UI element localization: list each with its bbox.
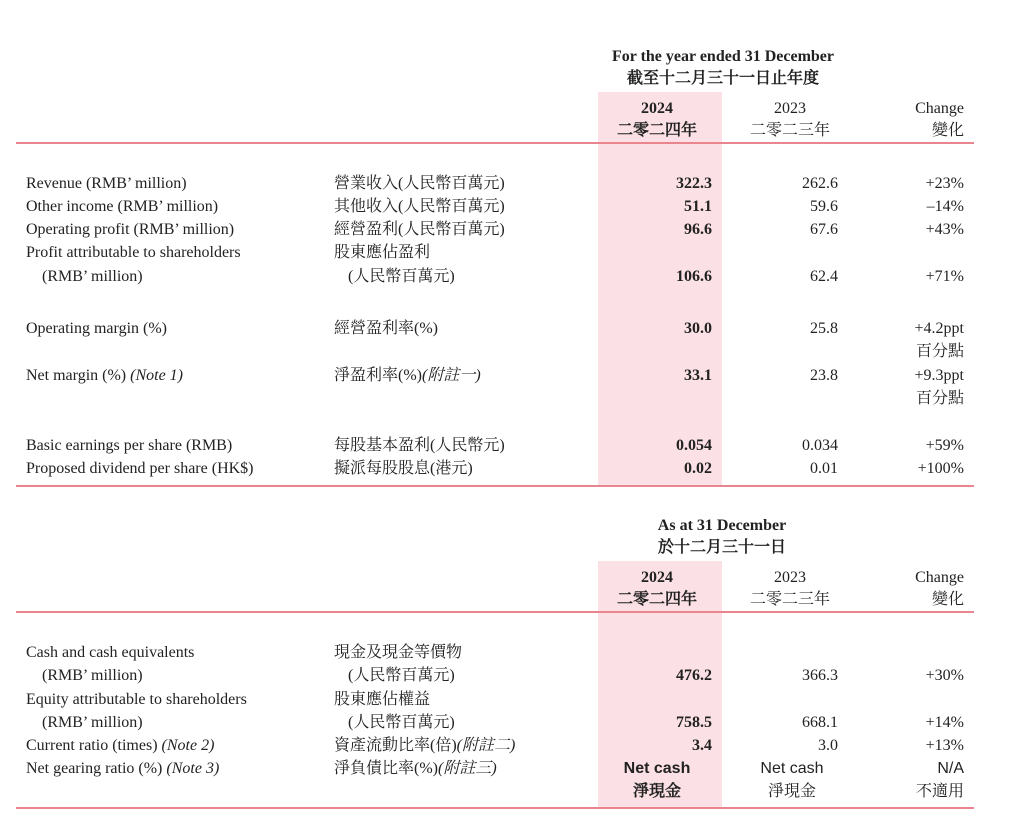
value-change: +43% xyxy=(925,221,964,238)
value-2023: 0.034 xyxy=(802,437,838,454)
col-2023-en: 2023 xyxy=(774,569,806,586)
row-label-en xyxy=(26,757,219,780)
row-label-en xyxy=(26,364,183,387)
value-2024-zh: 淨現金 xyxy=(632,783,681,800)
value-2024: 0.02 xyxy=(684,460,712,477)
row-label-zh-line2: (人民幣百萬元) xyxy=(348,268,455,285)
col-change-zh: 變化 xyxy=(931,122,964,139)
row-label-en: Operating margin (%) xyxy=(26,320,167,337)
row-label-en: Operating profit (RMB’ million) xyxy=(26,221,235,238)
value-2024: 96.6 xyxy=(684,221,712,238)
value-2023: Net cash xyxy=(760,760,824,777)
row-label-zh-line2: (人民幣百萬元) xyxy=(348,667,455,684)
row-label-zh: 經營盈利(人民幣百萬元) xyxy=(334,221,505,238)
bottom-rule-table2 xyxy=(16,807,974,809)
col-2024-zh: 二零二四年 xyxy=(616,122,697,139)
row-label-zh: 營業收入(人民幣百萬元) xyxy=(334,175,505,192)
row-label-en: Revenue (RMB’ million) xyxy=(26,175,187,192)
value-2024: 476.2 xyxy=(676,667,712,684)
col-change-en: Change xyxy=(915,569,964,586)
col-2023-en: 2023 xyxy=(774,100,806,117)
value-change: –14% xyxy=(926,198,964,215)
col-change-en: Change xyxy=(915,100,964,117)
value-2024: 51.1 xyxy=(684,198,712,215)
row-label-zh: 每股基本盈利(人民幣元) xyxy=(334,437,505,454)
row-label-en: Equity attributable to shareholders xyxy=(26,691,247,708)
value-2024: 322.3 xyxy=(676,175,712,192)
value-change-zh: 不適用 xyxy=(915,783,964,800)
value-change-zh: 百分點 xyxy=(915,390,964,407)
value-change: +13% xyxy=(925,737,964,754)
value-2023: 25.8 xyxy=(810,320,838,337)
row-label-en-text: Net gearing ratio (%) xyxy=(26,760,167,777)
highlight-column-2024-table1 xyxy=(598,92,722,486)
value-2023: 668.1 xyxy=(802,714,838,731)
note-ref: (Note 1) xyxy=(130,367,183,384)
value-2023: 62.4 xyxy=(810,268,838,285)
value-2023: 67.6 xyxy=(810,221,838,238)
value-2024: 0.054 xyxy=(676,437,712,454)
value-change: N/A xyxy=(937,760,964,777)
row-label-en-line2: (RMB’ million) xyxy=(42,268,143,285)
value-2024: 106.6 xyxy=(676,268,712,285)
row-label-zh-text: 淨負債比率(%) xyxy=(334,760,438,777)
row-label-en-text: Current ratio (times) xyxy=(26,737,162,754)
row-label-zh: 其他收入(人民幣百萬元) xyxy=(334,198,505,215)
note-ref-zh: (附註三) xyxy=(438,760,497,777)
row-label-zh xyxy=(334,757,497,780)
note-ref-zh: (附註一) xyxy=(422,367,481,384)
value-2023: 0.01 xyxy=(810,460,838,477)
value-2024: Net cash xyxy=(623,760,691,777)
col-2024-en: 2024 xyxy=(641,569,673,586)
bottom-rule-table1 xyxy=(16,485,974,487)
value-2023: 366.3 xyxy=(802,667,838,684)
row-label-en-line2: (RMB’ million) xyxy=(42,714,143,731)
row-label-zh: 現金及現金等價物 xyxy=(334,644,463,661)
value-change: +59% xyxy=(925,437,964,454)
value-change: +71% xyxy=(925,268,964,285)
row-label-en: Cash and cash equivalents xyxy=(26,644,195,661)
col-change-zh: 變化 xyxy=(931,591,964,608)
period-header-en: As at 31 December xyxy=(657,517,787,534)
row-label-zh: 經營盈利率(%) xyxy=(334,320,438,337)
row-label-zh xyxy=(334,364,481,387)
value-2023: 3.0 xyxy=(818,737,838,754)
value-change-zh: 百分點 xyxy=(915,343,964,360)
period-header-en: For the year ended 31 December xyxy=(611,48,834,65)
note-ref: (Note 3) xyxy=(166,760,220,777)
col-2023-zh: 二零二三年 xyxy=(749,122,830,139)
value-2023: 23.8 xyxy=(810,367,838,384)
note-ref: (Note 2) xyxy=(161,737,215,754)
row-label-en: Basic earnings per share (RMB) xyxy=(26,437,233,454)
period-header-zh: 於十二月三十一日 xyxy=(657,539,786,556)
row-label-zh: 擬派每股股息(港元) xyxy=(334,460,473,477)
row-label-zh: 股東應佔盈利 xyxy=(334,244,431,261)
header-rule-table1 xyxy=(16,142,974,144)
row-label-zh-text: 資產流動比率(倍) xyxy=(334,737,457,754)
period-header-zh: 截至十二月三十一日止年度 xyxy=(626,70,819,87)
row-label-zh-text: 淨盈利率(%) xyxy=(334,367,422,384)
row-label-en-line2: (RMB’ million) xyxy=(42,667,143,684)
row-label-en: Profit attributable to shareholders xyxy=(26,244,241,261)
value-change: +14% xyxy=(925,714,964,731)
value-change: +100% xyxy=(917,460,964,477)
row-label-en-text: Net margin (%) xyxy=(26,367,131,384)
value-2024: 33.1 xyxy=(684,367,712,384)
row-label-en xyxy=(26,734,214,757)
row-label-en: Proposed dividend per share (HK$) xyxy=(26,460,254,477)
col-2023-zh: 二零二三年 xyxy=(749,591,830,608)
value-2024: 30.0 xyxy=(684,320,712,337)
row-label-zh: 股東應佔權益 xyxy=(334,691,431,708)
value-change: +30% xyxy=(925,667,964,684)
row-label-zh-line2: (人民幣百萬元) xyxy=(348,714,455,731)
row-label-en: Other income (RMB’ million) xyxy=(26,198,219,215)
value-2023: 262.6 xyxy=(802,175,838,192)
value-2024: 3.4 xyxy=(692,737,712,754)
value-change: +23% xyxy=(925,175,964,192)
value-2023-zh: 淨現金 xyxy=(767,783,816,800)
value-2023: 59.6 xyxy=(810,198,838,215)
col-2024-en: 2024 xyxy=(641,100,673,117)
value-change: +9.3ppt xyxy=(914,367,964,384)
value-2024: 758.5 xyxy=(676,714,712,731)
note-ref-zh: (附註二) xyxy=(456,737,516,754)
col-2024-zh: 二零二四年 xyxy=(616,591,697,608)
value-change: +4.2ppt xyxy=(914,320,964,337)
header-rule-table2 xyxy=(16,611,974,613)
row-label-zh xyxy=(334,734,515,757)
